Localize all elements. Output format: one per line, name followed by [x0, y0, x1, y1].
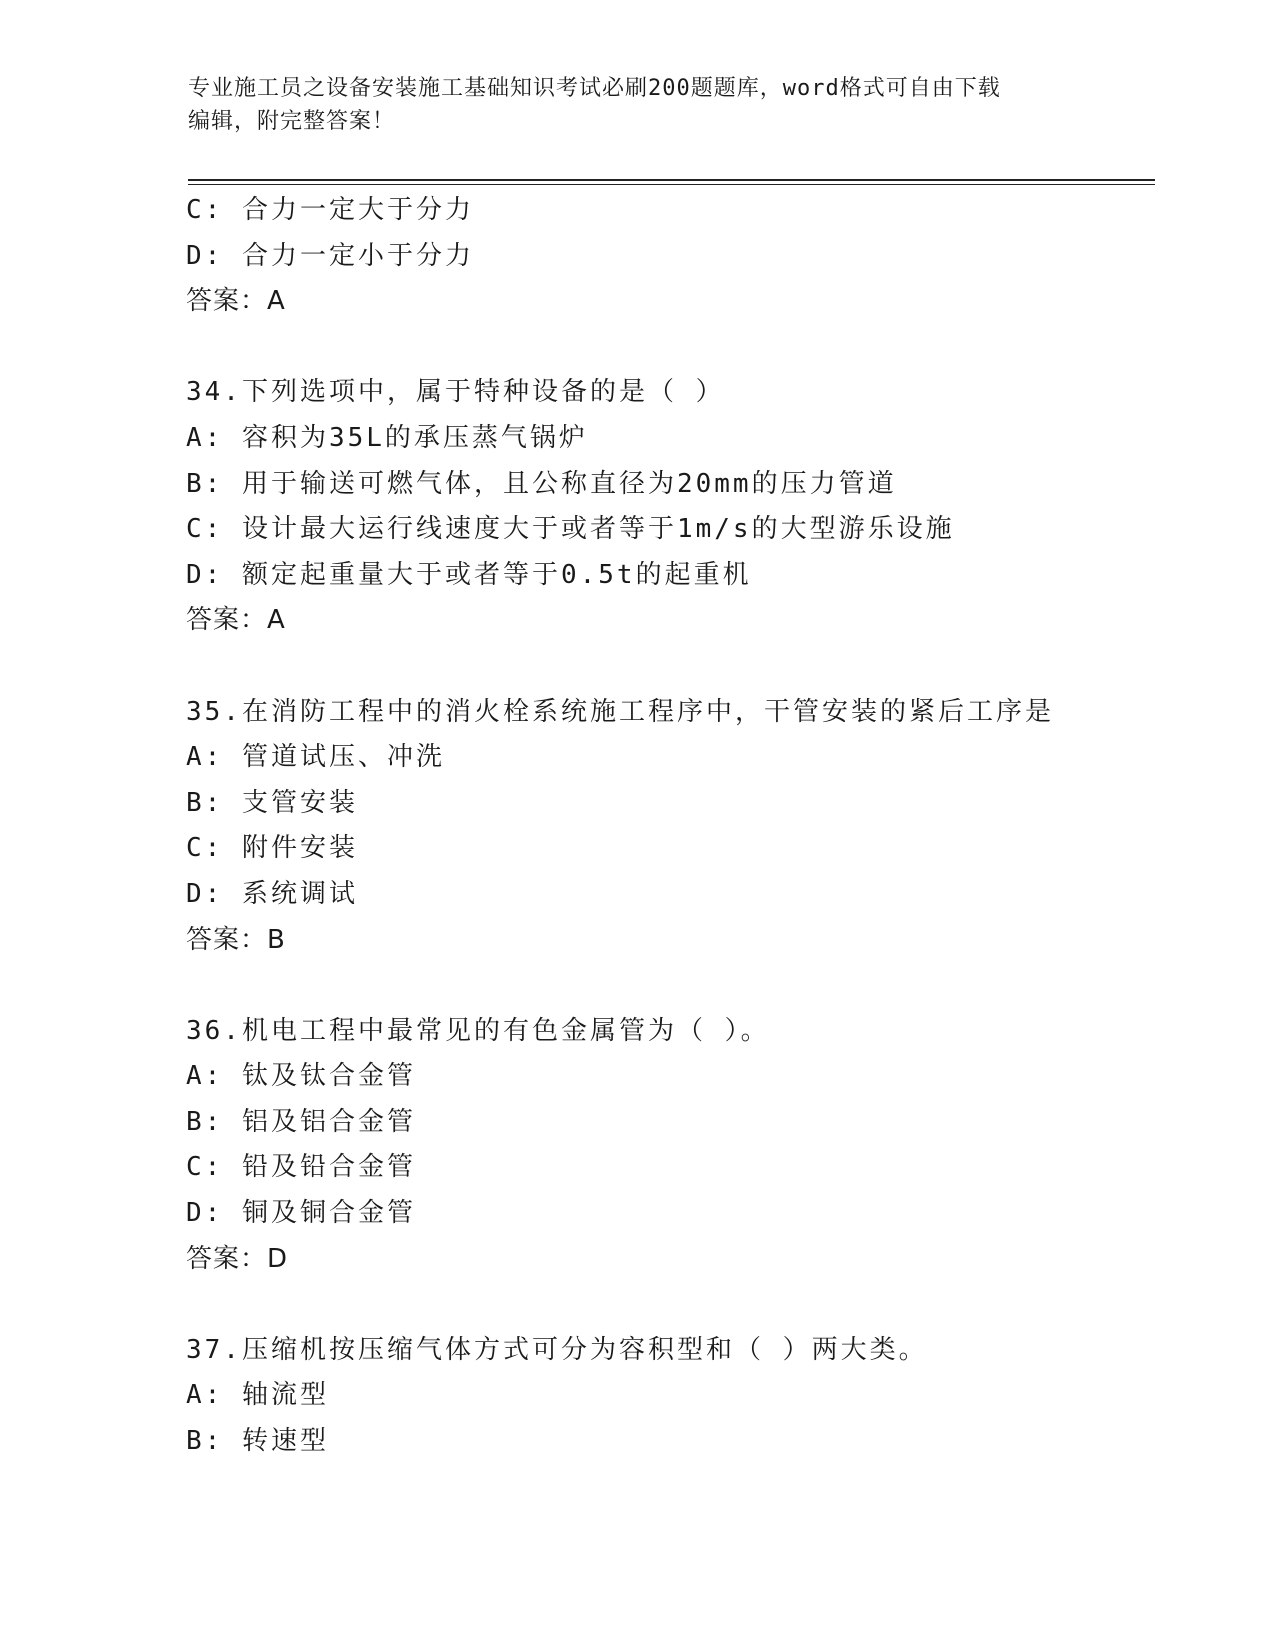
option-b: B: 用于输送可燃气体，且公称直径为20mm的压力管道 [186, 468, 897, 499]
option-a: A: 轴流型 [186, 1380, 329, 1411]
question-34 [186, 370, 1146, 644]
spacer [186, 644, 1146, 690]
answer-line: 答案：B [186, 924, 286, 955]
option-b: B: 支管安装 [186, 787, 358, 818]
answer-line: 答案：A [186, 286, 286, 317]
option-c: C: 铅及铅合金管 [186, 1152, 416, 1183]
question-stem: 36.机电工程中最常见的有色金属管为（ ）。 [186, 1015, 770, 1046]
spacer [186, 325, 1146, 371]
header-title-line-2: 编辑，附完整答案！ [188, 109, 396, 134]
answer-line: 答案：A [186, 605, 286, 636]
option-d: D: 铜及铜合金管 [186, 1198, 416, 1229]
question-36 [186, 1009, 1146, 1283]
document-header [188, 72, 1088, 138]
answer-line: 答案：D [186, 1243, 289, 1274]
question-stem: 34.下列选项中，属于特种设备的是（ ） [186, 377, 725, 408]
option-a: A: 钛及钛合金管 [186, 1061, 416, 1092]
spacer [186, 1282, 1146, 1328]
question-33-continuation [186, 188, 1146, 325]
header-divider-thin [188, 184, 1155, 185]
header-title-line-1: 专业施工员之设备安装施工基础知识考试必刷200题题库，word格式可自由下载 [188, 76, 1001, 101]
question-stem: 35.在消防工程中的消火栓系统施工程序中，干管安装的紧后工序是 [186, 696, 1054, 727]
option-c: C: 附件安装 [186, 833, 358, 864]
option-b: B: 铝及铝合金管 [186, 1106, 416, 1137]
option-a: A: 容积为35L的承压蒸气锅炉 [186, 422, 588, 453]
option-a: A: 管道试压、冲洗 [186, 742, 445, 773]
option-c: C: 设计最大运行线速度大于或者等于1m/s的大型游乐设施 [186, 514, 955, 545]
option-b: B: 转速型 [186, 1426, 329, 1457]
question-35 [186, 690, 1146, 964]
question-content [186, 188, 1146, 1465]
question-37 [186, 1328, 1146, 1465]
header-divider-thick [188, 179, 1155, 181]
question-stem: 37.压缩机按压缩气体方式可分为容积型和（ ）两大类。 [186, 1334, 928, 1365]
option-d: D: 额定起重量大于或者等于0.5t的起重机 [186, 559, 752, 590]
spacer [186, 963, 1146, 1009]
option-d: D: 系统调试 [186, 878, 358, 909]
option-d: D: 合力一定小于分力 [186, 240, 474, 271]
option-c: C: 合力一定大于分力 [186, 195, 474, 225]
